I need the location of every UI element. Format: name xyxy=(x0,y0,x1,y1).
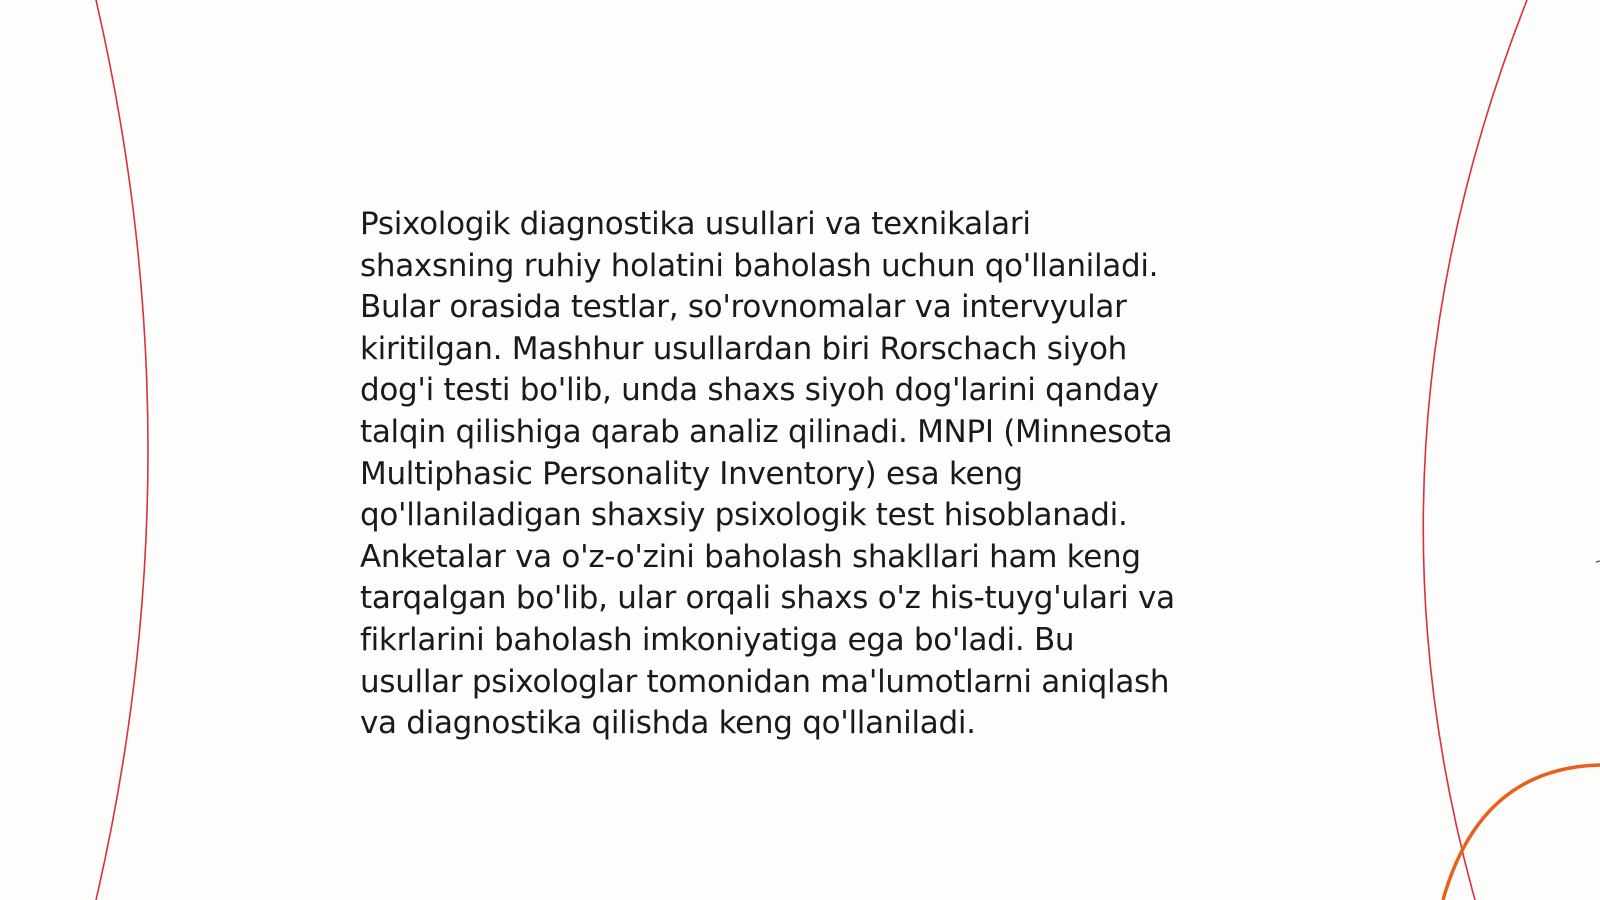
body-line: Psixologik diagnostika usullari va texnikalari xyxy=(360,206,1031,242)
body-line: fikrlarini baholash imkoniyatiga ega bo'ladi. Bu xyxy=(360,621,1075,658)
body-line: shaxsning ruhiy holatini baholash uchun qo'llaniladi. xyxy=(360,247,1159,284)
body-line: Bular orasida testlar, so'rovnomalar va intervyular xyxy=(360,289,1127,326)
right-red-arc xyxy=(1423,0,1527,900)
left-red-arc xyxy=(96,0,148,900)
body-line: Multiphasic Personality Inventory) esa keng xyxy=(360,455,1023,492)
body-line: qo'llaniladigan shaxsiy psixologik test hisoblanadi. xyxy=(360,497,1128,534)
body-line: usullar psixologlar tomonidan ma'lumotlarni aniqlash xyxy=(360,663,1170,700)
body-line: dog'i testi bo'lib, unda shaxs siyoh dog'larini qanday xyxy=(360,372,1159,409)
bottom-right-orange-arc xyxy=(1443,765,1600,900)
body-line: tarqalgan bo'lib, ular orqali shaxs o'z his-tuyg'ulari va xyxy=(360,580,1175,617)
body-line: talqin qilishiga qarab analiz qilinadi. MNPI (Minnesota xyxy=(360,413,1173,450)
body-paragraph xyxy=(360,204,1260,745)
body-line: Anketalar va o'z-o'zini baholash shakllari ham keng xyxy=(360,538,1141,575)
body-line: kiritilgan. Mashhur usullardan biri Rorschach siyoh xyxy=(360,330,1127,367)
right-edge-green-tick xyxy=(1596,561,1600,562)
body-line: va diagnostika qilishda keng qo'llaniladi. xyxy=(360,705,976,742)
